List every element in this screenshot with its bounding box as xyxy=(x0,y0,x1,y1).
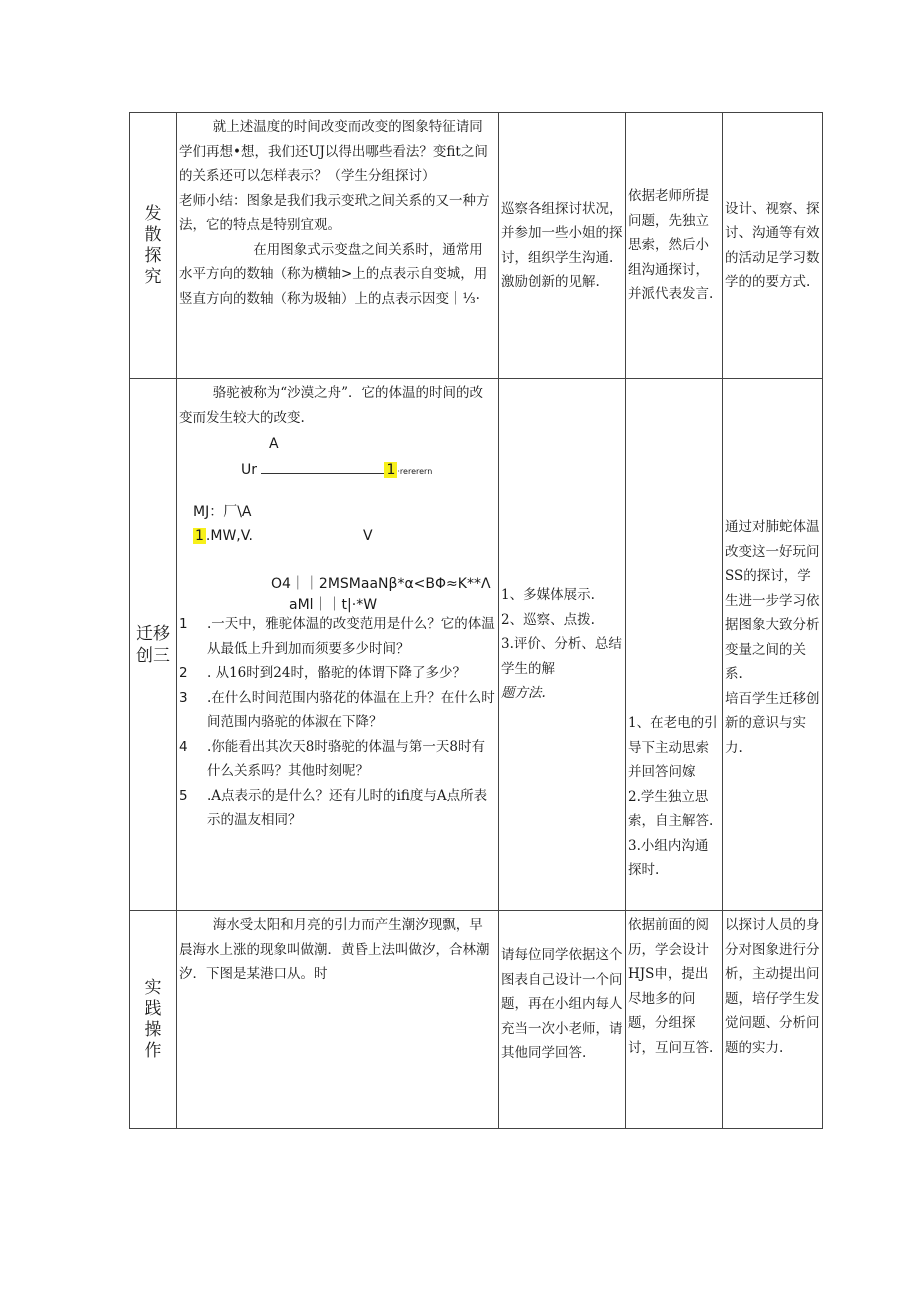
design-intent-cell xyxy=(723,911,823,1129)
student-activity: 依据老师所提问题，先独立思索，然后小组沟通探讨，并派代表发言. xyxy=(628,188,714,303)
teacher-activity-cell xyxy=(499,113,626,379)
design-intent: 以探讨人员的身分对图象进行分析，主动提出问题，培仔学生发觉问题、分析问题的实力. xyxy=(725,917,820,1056)
paragraph: 老师小结：图象是我们我示变玳之间关系的又一种方法，它的特点是特别宜观。 xyxy=(179,192,490,233)
design-intent: 培百学生迁移创新的意识与实力. xyxy=(725,690,820,756)
teacher-activity-cell xyxy=(499,379,626,911)
content-cell xyxy=(177,379,499,911)
teacher-activity: 2、巡察、点拨. xyxy=(501,611,595,628)
teacher-activity: 巡察各组探讨状况，并参加一些小姐的探讨，组织学生沟通.激励创新的见解. xyxy=(501,200,623,290)
content-cell xyxy=(177,113,499,379)
content-cell xyxy=(177,911,499,1129)
point-v-label: V xyxy=(363,528,373,544)
row-diverge-explore xyxy=(130,113,823,379)
teacher-activity: 1、多媒体展示. xyxy=(501,587,595,603)
teacher-activity: 请每位同学依据这个图表自己设计一个问题，再在小组内每人充当一次小老师，请其他同学回答. xyxy=(501,947,623,1061)
student-activity: 3.小组内沟通探时. xyxy=(628,837,709,878)
question: 4 .你能看出其次天8时骆驼的体温与第一天8时有什么关系吗？其他时刻呢？ xyxy=(179,738,485,779)
teacher-activity-cell xyxy=(499,911,626,1129)
teacher-activity: 3.评价、分析、总结学生的解 xyxy=(501,636,622,677)
ur-line: Ur 1 ·rererern xyxy=(241,462,433,478)
question: 3 .在什么时间范围内骆花的体温在上升？在什么时间范围内骆驼的体淑在下降？ xyxy=(179,689,495,730)
student-activity: 2.学生独立思索，自主解答. xyxy=(628,788,714,829)
phase-label: 实践操作 xyxy=(130,911,177,1129)
design-intent: 通过对肺蛇体温改变这一好玩问SS的探讨，学生进一步学习依据图象大致分析变量之间的关系. xyxy=(725,519,820,682)
question: 1 .一天中，雅驼体温的改变范用是什么？它的体温从最低上升到加而须要多少时间？ xyxy=(179,616,495,657)
design-intent: 设计、视察、探讨、沟通等有效的活动足学习数学的的要方式. xyxy=(725,200,820,290)
question: 5 .A点表示的是什么？还有儿时的ifi度与A点所表示的温友相同？ xyxy=(179,787,488,828)
question: 2 . 从16时到24时，骼驼的体谓下降了多少？ xyxy=(179,665,466,681)
student-activity: 依据前面的阅历，学会设计HJS申，提出尽地多的问题，分组探讨，互问互答. xyxy=(628,917,714,1056)
x-axis-ticks: O4｜｜2MSMaaNβ*α<BΦ≈K**Λ xyxy=(271,576,491,592)
student-activity-cell xyxy=(626,113,723,379)
mwv-line: 1 .MW,V. xyxy=(195,528,253,544)
teacher-activity: 题方法. xyxy=(501,685,546,701)
paragraph: 骆驼被称为“沙漠之舟”．它的体温的时间的改变而发生较大的改变. xyxy=(179,385,484,426)
student-activity-cell xyxy=(626,911,723,1129)
x-axis-ticks-2: aMl｜｜t|·*W xyxy=(289,597,378,613)
paragraph: 海水受太阳和月亮的引力而产生潮汐现飘，早晨海水上涨的现象叫做潮．黄昏上法叫做汐，合林潮汐．下图是某港口从。时 xyxy=(179,917,490,982)
paragraph: 就上述温度的时间改变而改变的图象特征请同学们再想•想，我们还UJ以得出哪些看法？变fit之间的关系还可以怎样表示？（学生分组探讨） xyxy=(179,119,488,184)
paragraph: 在用图象式示变盘之间关系时，通常用水平方向的数轴（称为横轴>上的点表示自变城，用竖直方向的数轴（称为圾轴）上的点表示因变｜⅓· xyxy=(179,241,488,307)
point-a-label: A xyxy=(269,436,279,452)
lesson-plan-table xyxy=(129,112,823,1129)
student-activity: 1、在老电的引导下主动思索并回答问嫁 xyxy=(628,715,718,780)
design-intent-cell xyxy=(723,379,823,911)
design-intent-cell xyxy=(723,113,823,379)
row-transfer-create xyxy=(130,379,823,911)
camel-temperature-graph xyxy=(179,430,496,613)
student-activity-cell xyxy=(626,379,723,911)
row-practice xyxy=(130,911,823,1129)
phase-label: 迁移创三 xyxy=(130,379,177,911)
phase-label: 发散探究 xyxy=(130,113,177,379)
axis-label: MJ：厂\A xyxy=(193,504,252,520)
